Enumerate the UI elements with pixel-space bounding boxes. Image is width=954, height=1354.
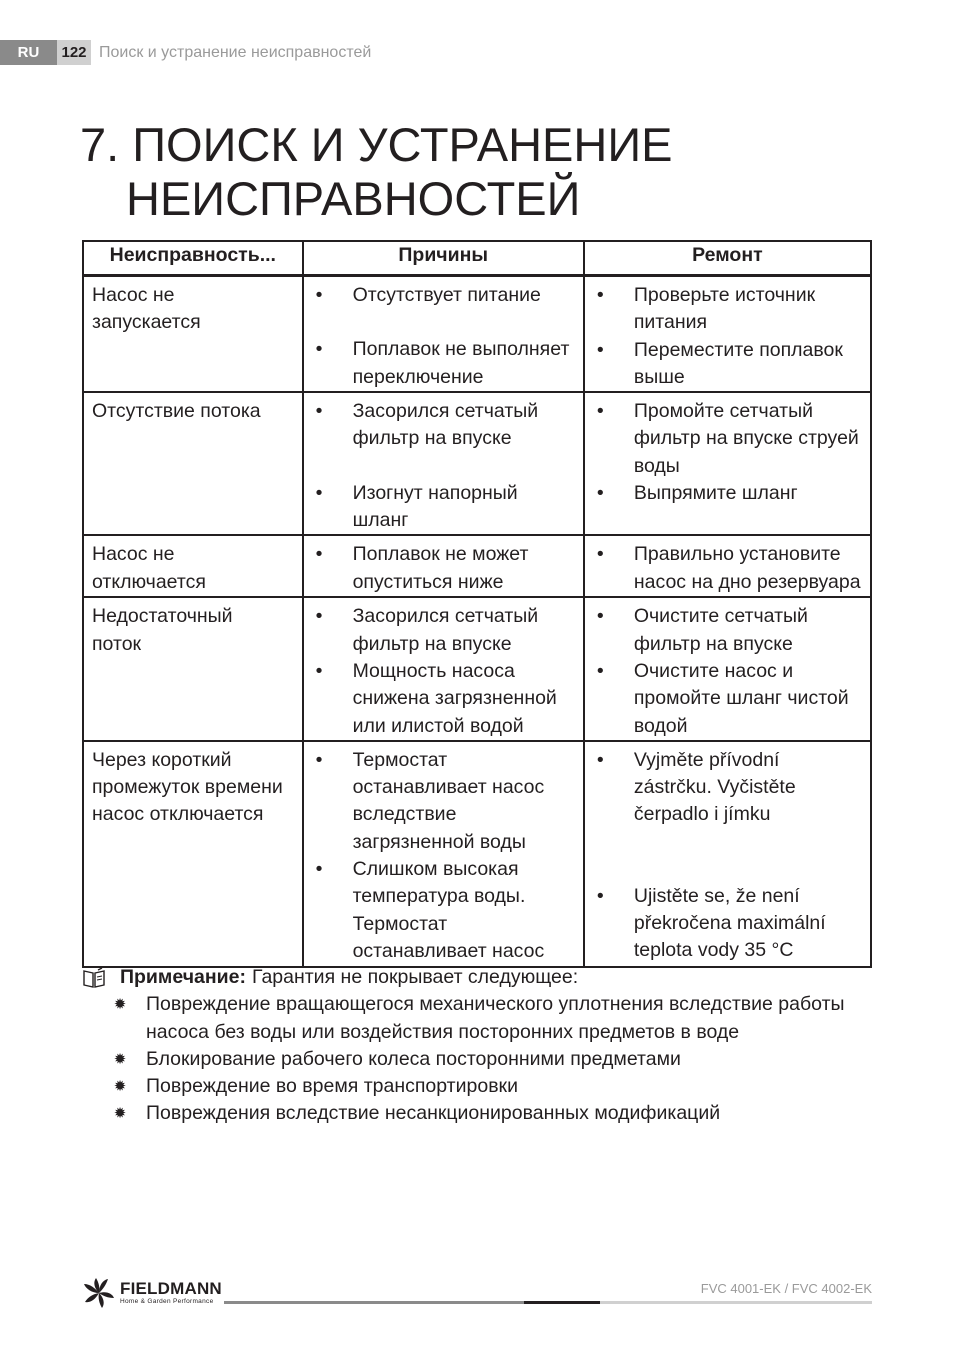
list-item [112,991,862,1046]
problem-text: Насос не [92,543,175,566]
model-number: FVC 4001-EK / FVC 4002-EK [700,1281,872,1296]
problem-text: Через короткий [92,748,232,771]
fix-item: • Правильно установите насос на дно резервуара [593,541,862,596]
problem-text: Недостаточный [92,605,233,628]
language-badge: RU [0,40,57,65]
table-row [83,276,871,393]
fan-logo-icon [82,1276,116,1310]
causes-cell [303,392,584,535]
fixes-cell [584,535,871,597]
fixes-cell [584,741,871,967]
column-header-fixes: Ремонт [584,241,871,276]
page-title-line-1: 7. ПОИСК И УСТРАНЕНИЕ [80,118,673,171]
cause-item: • Засорился сетчатый фильтр на впуске [312,398,575,453]
causes-cell [303,741,584,967]
gear-icon: ✹ [113,1105,127,1123]
warranty-exclusions-list [82,991,862,1127]
fixes-cell [584,597,871,740]
table-row [83,741,871,967]
list-item-text: Повреждение во время транспортировки [146,1075,518,1098]
problem-text: отключается [92,570,206,593]
table-row [83,392,871,535]
cause-item: • Засорился сетчатый фильтр на впуске [312,603,575,658]
brand-tagline: Home & Garden Performance [120,1298,214,1305]
problem-cell [83,276,303,393]
note-text: Гарантия не покрывает следующее: [251,966,579,988]
problem-cell [83,597,303,740]
list-item-text: Повреждение вращающегося механического уплотнения вследствие работы насоса без воды или воздействия посторонних предметов в воде [146,993,845,1043]
problem-cell [83,741,303,967]
fixes-cell [584,276,871,393]
problem-cell [83,392,303,535]
gear-icon: ✹ [113,1050,127,1068]
problem-text: промежуток времени [92,776,283,799]
brand-logo [82,1276,222,1310]
problem-text: запускается [92,311,201,334]
troubleshooting-table [82,240,872,968]
column-header-causes: Причины [303,241,584,276]
fix-item: • Проверьте источник питания [593,282,862,337]
fix-item: • Очистите сетчатый фильтр на впуске [593,603,862,658]
table-row [83,597,871,740]
book-icon [82,967,106,989]
causes-cell [303,535,584,597]
cause-item: • Изогнут напорный шланг [312,480,575,535]
page-header [0,40,371,65]
cause-item: • Слишком высокая температура воды. Термостат останавливает насос [312,856,575,965]
cause-item: • Поплавок не может опуститься ниже [312,541,575,596]
warranty-note [82,964,862,1128]
cause-item: • Термостат останавливает насос вследствие загрязненной воды [312,747,575,856]
problem-text: Насос не [92,284,175,306]
problem-cell [83,535,303,597]
problem-text: поток [92,632,142,655]
list-item [112,1073,862,1100]
cause-item: • Отсутствует питание [312,282,575,309]
list-item [112,1100,862,1127]
list-item [112,1046,862,1073]
note-label: Примечание: [120,966,246,988]
list-item-text: Блокирование рабочего колеса посторонними предметами [146,1047,681,1070]
table-row [83,535,871,597]
list-item-text: Повреждения вследствие несанкционированных модификаций [146,1102,721,1125]
brand-name: FIELDMANN [120,1279,222,1298]
fix-item: • Переместите поплавок выше [593,337,862,392]
fix-item: • Выпрямите шланг [593,480,862,507]
problem-text: насос отключается [92,803,264,826]
cause-item: • Мощность насоса снижена загрязненной или илистой водой [312,658,575,740]
cause-item: • Поплавок не выполняет переключение [312,336,575,391]
fix-item: • Vyjměte přívodní zástrčku. Vyčistěte čerpadlo i jímku [593,747,862,829]
fix-item: • Очистите насос и промойте шланг чистой водой [593,658,862,740]
footer-divider [224,1301,872,1304]
causes-cell [303,597,584,740]
page-number: 122 [57,40,91,65]
fix-item: • Ujistěte se, že není překročena maximální teplota vody 35 °C [593,883,862,965]
gear-icon: ✹ [113,1078,127,1096]
fix-item: • Промойте сетчатый фильтр на впуске струей воды [593,398,862,480]
fixes-cell [584,392,871,535]
table-header-row [83,241,871,276]
problem-text: Отсутствие потока [92,400,261,423]
running-section-title: Поиск и устранение неисправностей [99,43,372,61]
page-title [80,118,672,226]
page-title-line-2: НЕИСПРАВНОСТЕЙ [126,172,581,225]
causes-cell [303,276,584,393]
note-heading [82,964,862,991]
column-header-problem: Неисправность... [83,241,303,276]
gear-icon: ✹ [113,996,127,1014]
